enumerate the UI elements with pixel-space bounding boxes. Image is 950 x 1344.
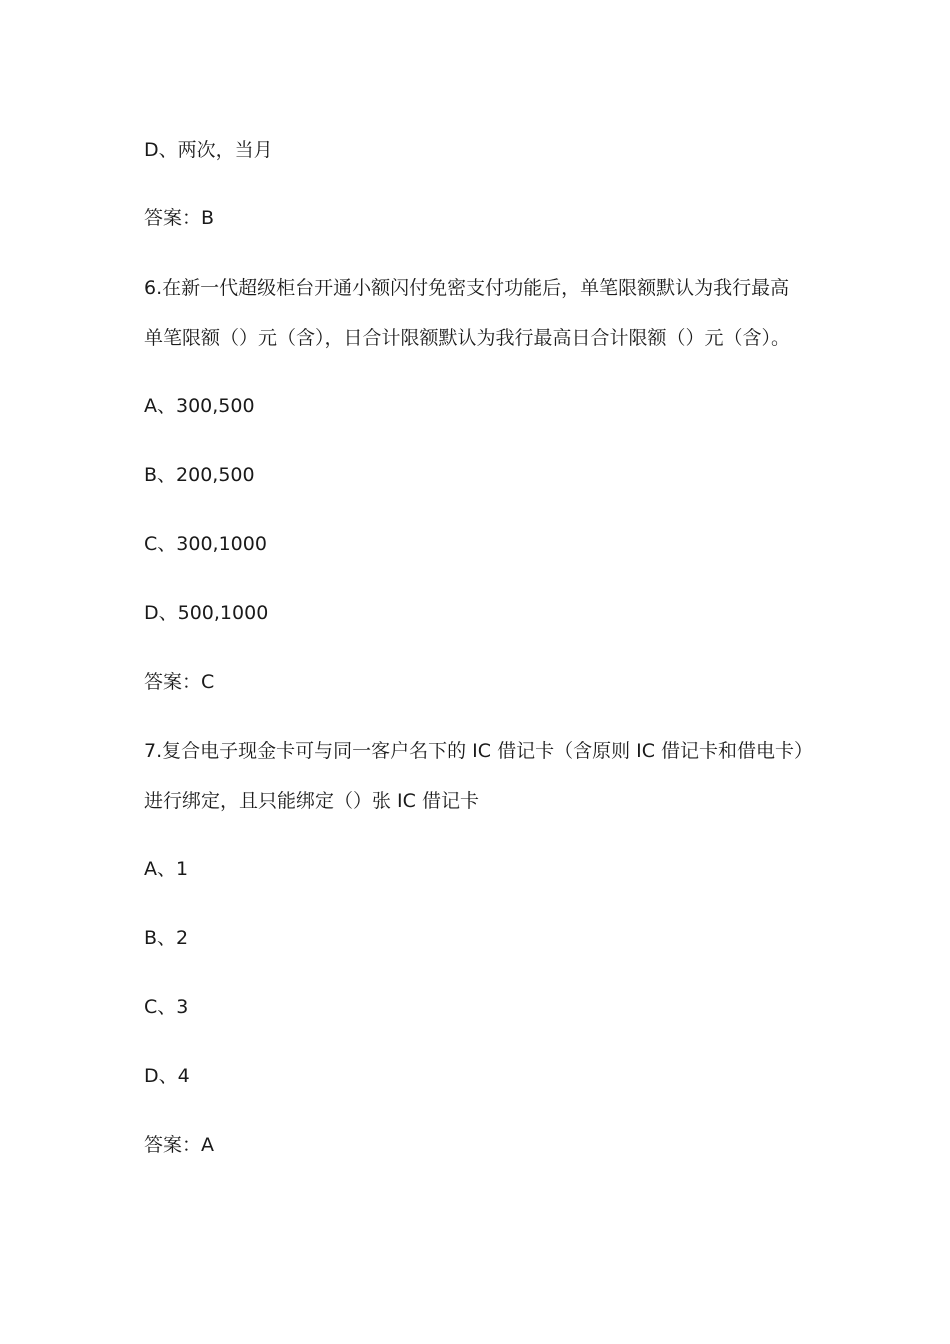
q6-option-d: D、500,1000	[144, 602, 269, 624]
q5-answer: 答案：B	[144, 207, 215, 229]
q7-option-b: B、2	[144, 927, 189, 949]
q6-option-c: C、300,1000	[144, 533, 267, 555]
q7-stem-line1: 7.复合电子现金卡可与同一客户名下的 IC 借记卡（含原则 IC 借记卡和借电卡）	[144, 740, 814, 762]
q6-option-b: B、200,500	[144, 464, 255, 486]
q6-answer: 答案：C	[144, 671, 215, 693]
q6-option-a: A、300,500	[144, 395, 255, 417]
q7-option-d: D、4	[144, 1065, 190, 1087]
q7-answer: 答案：A	[144, 1134, 214, 1156]
q7-option-a: A、1	[144, 858, 189, 880]
q5-option-d: D、两次，当月	[144, 139, 273, 161]
q6-stem-line2: 单笔限额（）元（含），日合计限额默认为我行最高日合计限额（）元（含）。	[144, 327, 791, 349]
q7-option-c: C、3	[144, 996, 189, 1018]
q7-stem-line2: 进行绑定，且只能绑定（）张 IC 借记卡	[144, 790, 479, 812]
q6-stem-line1: 6.在新一代超级柜台开通小额闪付免密支付功能后，单笔限额默认为我行最高	[144, 277, 790, 299]
